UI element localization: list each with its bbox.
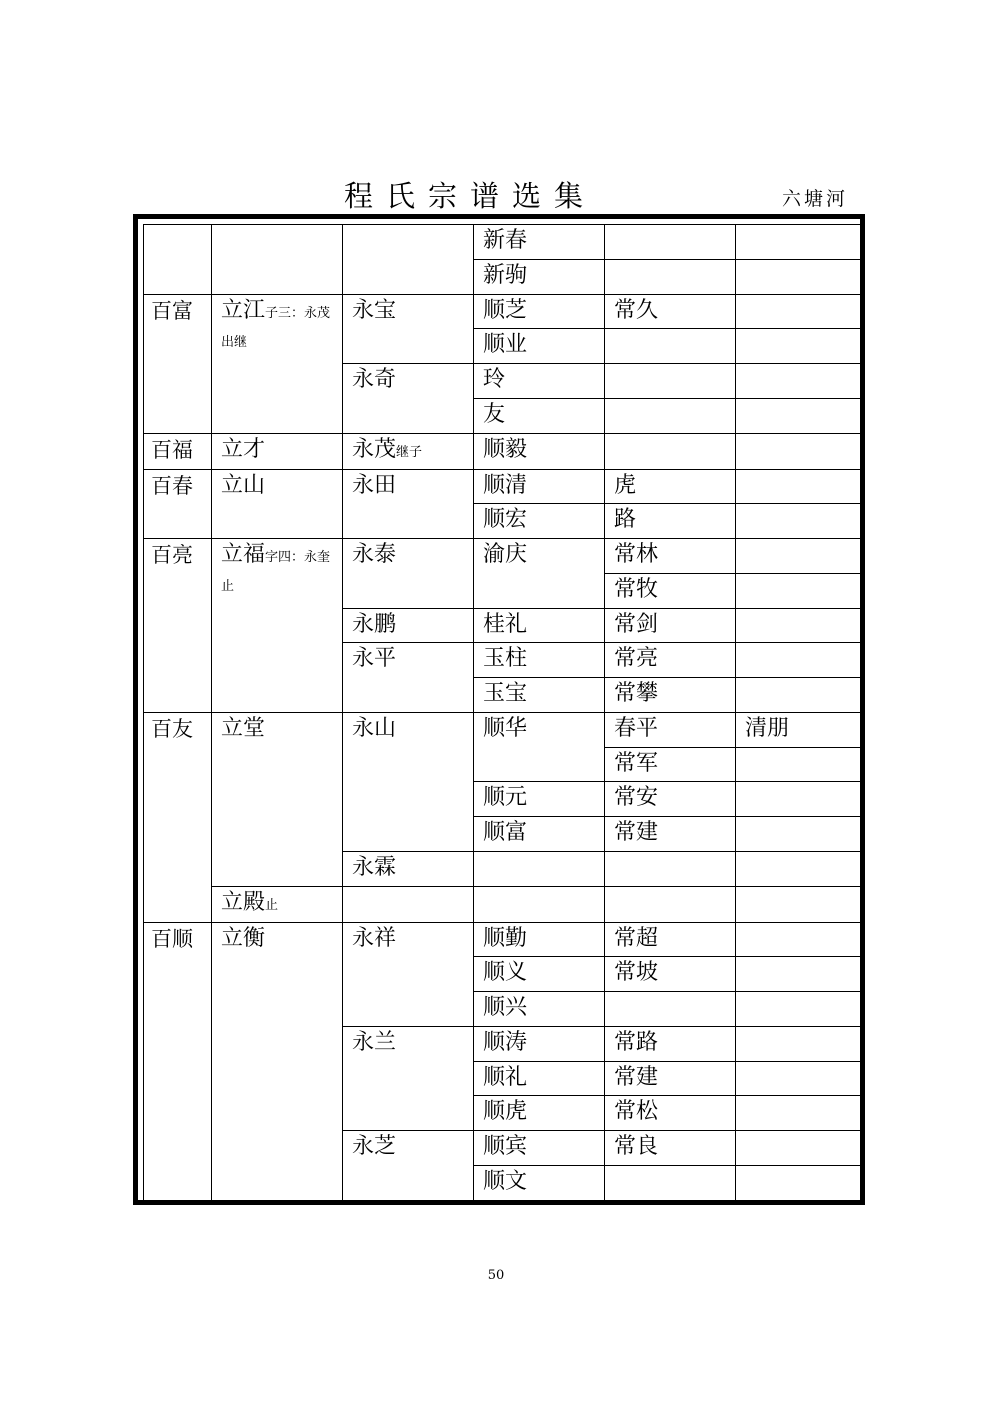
table-cell: 常攀 xyxy=(605,678,736,713)
table-cell xyxy=(736,225,862,260)
table-cell: 桂礼 xyxy=(474,608,605,643)
table-cell: 玉宝 xyxy=(474,678,605,713)
genealogy-table-frame xyxy=(133,214,865,1205)
table-cell: 新春 xyxy=(474,225,605,260)
table-row xyxy=(144,539,862,574)
table-cell: 常军 xyxy=(605,747,736,782)
table-cell: 常安 xyxy=(605,782,736,817)
table-cell: 立才 xyxy=(212,433,343,469)
table-cell xyxy=(736,817,862,852)
annotation-note: 止 xyxy=(265,897,279,913)
table-cell xyxy=(605,851,736,886)
table-cell: 百福 xyxy=(144,433,212,469)
table-cell: 顺华 xyxy=(474,712,605,782)
table-cell xyxy=(736,1026,862,1061)
name-text: 立殿 xyxy=(221,889,266,915)
table-cell: 玉柱 xyxy=(474,643,605,678)
table-cell: 百春 xyxy=(144,469,212,539)
table-cell xyxy=(212,294,343,433)
table-cell: 立山 xyxy=(212,469,343,539)
table-cell xyxy=(736,851,862,886)
table-cell: 玲 xyxy=(474,364,605,399)
table-cell: 顺涛 xyxy=(474,1026,605,1061)
table-cell xyxy=(736,1165,862,1200)
annotation-note: 继子 xyxy=(396,444,423,460)
table-cell: 顺芝 xyxy=(474,294,605,329)
table-cell: 常牧 xyxy=(605,573,736,608)
table-cell: 顺富 xyxy=(474,817,605,852)
table-row xyxy=(144,886,862,922)
table-cell xyxy=(343,225,474,295)
table-cell: 顺勤 xyxy=(474,922,605,957)
table-cell: 虎 xyxy=(605,469,736,504)
table-cell: 顺礼 xyxy=(474,1061,605,1096)
table-cell xyxy=(736,294,862,329)
annotation-note: 字四：永奎止 xyxy=(221,550,331,594)
table-cell: 春平 xyxy=(605,712,736,747)
table-cell xyxy=(736,886,862,922)
annotation-note: 子三：永茂出继 xyxy=(221,305,331,350)
table-cell xyxy=(736,398,862,433)
table-cell xyxy=(736,1061,862,1096)
table-cell: 永山 xyxy=(343,712,474,851)
table-cell: 常剑 xyxy=(605,608,736,643)
table-cell xyxy=(736,643,862,678)
table-cell xyxy=(343,433,474,469)
genealogy-table xyxy=(143,224,862,1201)
table-cell xyxy=(736,433,862,469)
table-cell: 百顺 xyxy=(144,922,212,1200)
table-row xyxy=(144,712,862,747)
table-cell xyxy=(736,364,862,399)
table-cell: 常超 xyxy=(605,922,736,957)
table-cell xyxy=(212,886,343,922)
table-cell: 立堂 xyxy=(212,712,343,886)
table-cell: 常亮 xyxy=(605,643,736,678)
name-text: 立江 xyxy=(221,297,266,323)
table-cell xyxy=(736,573,862,608)
table-cell xyxy=(736,922,862,957)
table-cell: 永田 xyxy=(343,469,474,539)
table-cell: 顺宏 xyxy=(474,504,605,539)
table-cell xyxy=(212,225,343,295)
table-cell: 顺业 xyxy=(474,329,605,364)
table-row xyxy=(144,922,862,957)
table-cell xyxy=(343,886,474,922)
table-cell xyxy=(605,329,736,364)
table-cell: 新驹 xyxy=(474,259,605,294)
table-cell xyxy=(212,539,343,713)
table-cell: 永泰 xyxy=(343,539,474,609)
page-number: 50 xyxy=(487,1268,505,1283)
table-cell xyxy=(474,886,605,922)
table-cell xyxy=(605,886,736,922)
table-cell xyxy=(736,539,862,574)
table-cell: 立衡 xyxy=(212,922,343,1200)
table-cell: 常坡 xyxy=(605,957,736,992)
table-cell xyxy=(736,957,862,992)
table-cell: 顺清 xyxy=(474,469,605,504)
table-cell xyxy=(736,504,862,539)
table-cell xyxy=(736,1096,862,1131)
table-cell: 常建 xyxy=(605,1061,736,1096)
table-cell: 友 xyxy=(474,398,605,433)
table-cell xyxy=(605,225,736,260)
table-cell: 永宝 xyxy=(343,294,474,364)
table-cell: 常林 xyxy=(605,539,736,574)
table-cell xyxy=(144,225,212,295)
table-row xyxy=(144,294,862,329)
table-cell: 顺虎 xyxy=(474,1096,605,1131)
table-cell: 常久 xyxy=(605,294,736,329)
table-cell xyxy=(605,1165,736,1200)
table-row xyxy=(144,469,862,504)
table-cell xyxy=(736,259,862,294)
table-cell xyxy=(736,608,862,643)
table-cell: 渝庆 xyxy=(474,539,605,609)
place-name: 六塘河 xyxy=(781,188,848,210)
table-cell: 常建 xyxy=(605,817,736,852)
table-row xyxy=(144,225,862,260)
table-cell xyxy=(736,678,862,713)
page-title: 程氏宗谱选集 xyxy=(343,179,596,213)
table-cell xyxy=(736,329,862,364)
table-cell xyxy=(605,992,736,1027)
table-cell xyxy=(474,851,605,886)
table-cell: 永霖 xyxy=(343,851,474,886)
table-cell xyxy=(605,398,736,433)
table-cell: 永平 xyxy=(343,643,474,713)
table-cell: 顺文 xyxy=(474,1165,605,1200)
table-cell: 常松 xyxy=(605,1096,736,1131)
table-cell: 百友 xyxy=(144,712,212,922)
table-cell: 顺毅 xyxy=(474,433,605,469)
table-row xyxy=(144,433,862,469)
name-text: 立福 xyxy=(221,542,266,567)
table-cell: 百富 xyxy=(144,294,212,433)
name-text: 永茂 xyxy=(352,436,397,462)
table-cell xyxy=(736,1131,862,1166)
table-cell xyxy=(736,747,862,782)
table-cell: 永芝 xyxy=(343,1131,474,1201)
table-cell: 百亮 xyxy=(144,539,212,713)
table-cell xyxy=(736,992,862,1027)
table-cell: 顺元 xyxy=(474,782,605,817)
table-cell: 常良 xyxy=(605,1131,736,1166)
table-cell: 永祥 xyxy=(343,922,474,1026)
table-cell: 顺宾 xyxy=(474,1131,605,1166)
table-cell: 永兰 xyxy=(343,1026,474,1130)
table-cell: 常路 xyxy=(605,1026,736,1061)
table-cell: 顺兴 xyxy=(474,992,605,1027)
table-cell: 永鹏 xyxy=(343,608,474,643)
table-cell: 永奇 xyxy=(343,364,474,434)
table-cell: 清朋 xyxy=(736,712,862,747)
table-cell xyxy=(736,782,862,817)
table-cell xyxy=(605,364,736,399)
table-cell xyxy=(605,259,736,294)
table-cell xyxy=(605,433,736,469)
table-cell xyxy=(736,469,862,504)
table-cell: 路 xyxy=(605,504,736,539)
table-cell: 顺义 xyxy=(474,957,605,992)
